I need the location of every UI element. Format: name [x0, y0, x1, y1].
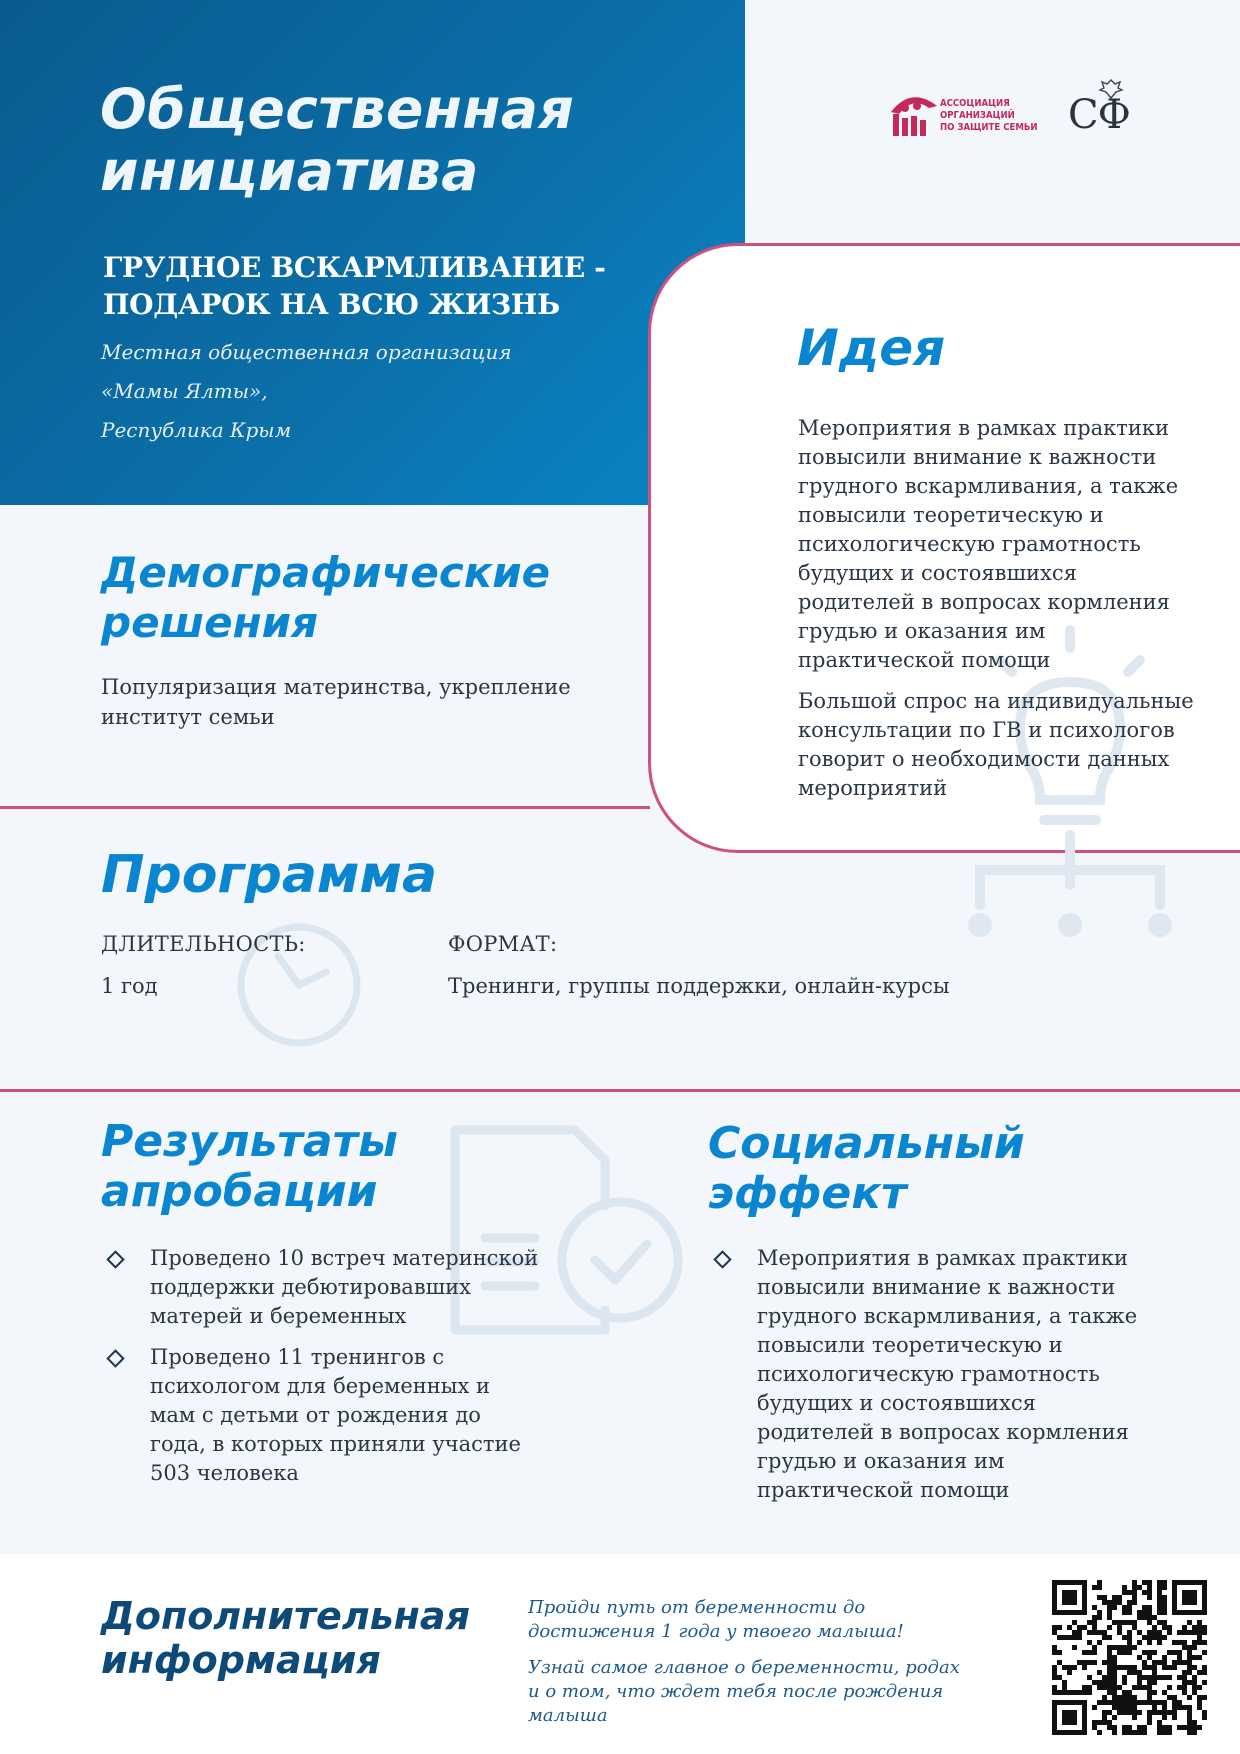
social-effect-list	[708, 1244, 1148, 1517]
diamond-bullet-icon	[106, 1250, 124, 1268]
organization-info	[101, 333, 621, 450]
demographic-text: Популяризация материнства, укрепление институт семьи	[101, 675, 571, 729]
results-heading: Результаты апробации	[101, 1116, 398, 1217]
additional-info-heading: Дополнительная информация	[101, 1594, 470, 1682]
list-item	[101, 1244, 541, 1331]
qr-code[interactable]	[1052, 1580, 1207, 1735]
additional-info-paragraph: Узнай самое главное о беременности, родах и о том, что ждет тебя после рождения малыша	[528, 1657, 960, 1726]
organization-line: Республика Крым	[101, 418, 292, 442]
organization-line: «Мамы Ялты»,	[101, 379, 268, 403]
idea-paragraph: Большой спрос на индивидуальные консультации по ГВ и психологов говорит о необходимости данных мероприятий	[798, 689, 1194, 800]
program-heading: Программа	[101, 845, 438, 905]
organization-line: Местная общественная организация	[101, 340, 512, 364]
list-item-text: Проведено 11 тренингов с психологом для беременных и мам с детьми от рождения до года, в которых приняли участие 503 человека	[150, 1345, 521, 1485]
practice-title: ГРУДНОЕ ВСКАРМЛИВАНИЕ - ПОДАРОК НА ВСЮ ЖИЗНЬ	[103, 251, 606, 321]
list-item	[101, 1343, 541, 1488]
additional-info-text	[528, 1596, 968, 1740]
idea-heading: Идея	[797, 319, 946, 377]
association-logo-line: ПО ЗАЩИТЕ СЕМЬИ	[940, 122, 1038, 133]
format-label: ФОРМАТ:	[448, 932, 558, 956]
additional-info-paragraph: Пройди путь от беременности до достижения 1 года у твоего малыша!	[528, 1597, 904, 1642]
diamond-bullet-icon	[713, 1250, 731, 1268]
social-effect-heading: Социальный эффект	[708, 1118, 1025, 1219]
list-item-text: Проведено 10 встреч материнской поддержки дебютировавших матерей и беременных	[150, 1246, 539, 1328]
list-item	[708, 1244, 1148, 1505]
format-value: Тренинги, группы поддержки, онлайн-курсы	[448, 974, 950, 998]
list-item-text: Мероприятия в рамках практики повысили внимание к важности грудного вскармливания, а также повысили теоретическую и психологическую грамотность будущих и состоявшихся родителей в вопросах кормления грудью и оказания им практической помощи	[757, 1246, 1138, 1502]
association-logo-text	[940, 98, 1050, 134]
association-logo-line: АССОЦИАЦИЯ	[940, 98, 1010, 109]
divider	[0, 1089, 1240, 1092]
duration-label: ДЛИТЕЛЬНОСТЬ:	[101, 932, 306, 956]
sf-logo: СФ	[1068, 92, 1130, 138]
diamond-bullet-icon	[106, 1349, 124, 1367]
idea-text	[798, 414, 1198, 815]
page-title: Общественная инициатива	[100, 77, 575, 203]
idea-paragraph: Мероприятия в рамках практики повысили внимание к важности грудного вскармливания, а также повысили теоретическую и психологическую грамотность будущих и состоявшихся родителей в вопросах кормления грудью и оказания им практической помощи	[798, 416, 1179, 672]
duration-value: 1 год	[101, 974, 158, 998]
demographic-heading: Демографические решения	[101, 548, 551, 647]
divider	[0, 806, 650, 809]
results-list	[101, 1244, 541, 1500]
association-logo-line: ОРГАНИЗАЦИЙ	[940, 110, 1015, 121]
